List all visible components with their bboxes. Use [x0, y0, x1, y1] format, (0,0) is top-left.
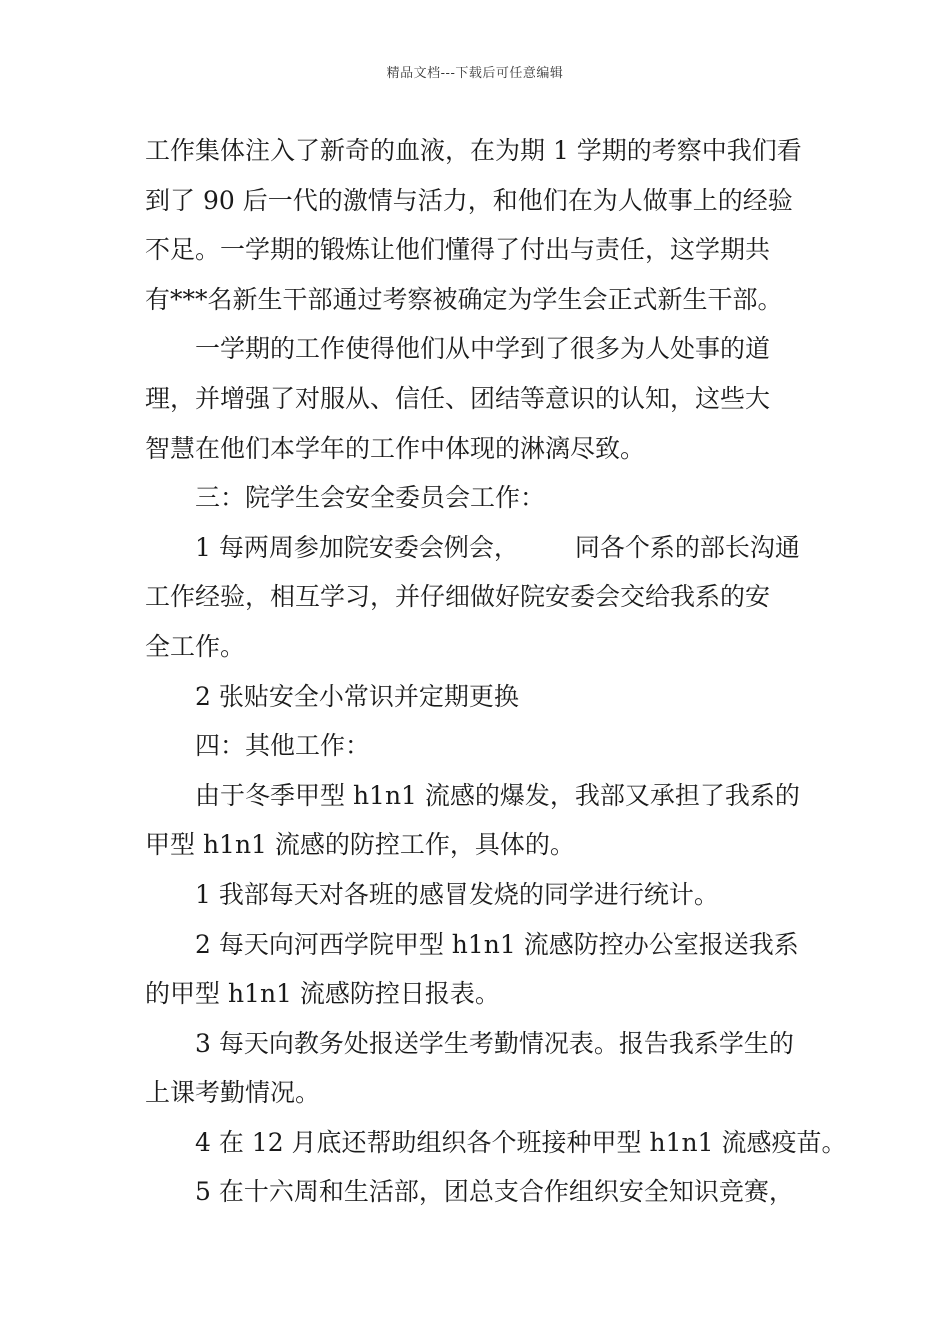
text-line-content: 3 每天向教务处报送学生考勤情况表。报告我系学生的 — [195, 1028, 794, 1058]
text-line — [145, 324, 810, 374]
text-line-content: 2 张贴安全小常识并定期更换 — [195, 681, 519, 711]
text-line — [145, 126, 810, 176]
text-line — [145, 424, 810, 474]
text-line — [145, 920, 810, 970]
text-line-content: 工作集体注入了新奇的血液，在为期 1 学期的考察中我们看 — [145, 136, 802, 165]
text-line — [145, 176, 810, 226]
text-line-content: 全工作。 — [145, 631, 246, 661]
text-line-content: 由于冬季甲型 h1n1 流感的爆发，我部又承担了我系的 — [195, 780, 800, 810]
text-line-content: 的甲型 h1n1 流感防控日报表。 — [145, 979, 500, 1009]
text-line — [145, 1118, 847, 1168]
text-line — [145, 523, 810, 573]
text-line — [145, 225, 810, 275]
text-line — [145, 969, 810, 1019]
text-line-content: 上课考勤情况。 — [145, 1078, 321, 1108]
text-line-content-continued: 同各个系的部长沟通 — [574, 532, 800, 562]
text-line — [145, 622, 810, 672]
text-line-content: 有***名新生干部通过考察被确定为学生会正式新生干部。 — [145, 284, 783, 314]
text-line-content: 工作经验，相互学习，并仔细做好院安委会交给我系的安 — [145, 582, 771, 612]
text-line-content: 不足。一学期的锻炼让他们懂得了付出与责任，这学期共 — [145, 235, 771, 265]
text-line — [145, 771, 810, 821]
text-line-content: 4 在 12 月底还帮助组织各个班接种甲型 h1n1 流感疫苗。 — [195, 1127, 847, 1157]
text-line-content: 甲型 h1n1 流感的防控工作，具体的。 — [145, 830, 575, 860]
text-line — [145, 1019, 810, 1069]
document-body — [145, 126, 847, 1217]
text-line — [145, 820, 810, 870]
text-line-content: 1 每两周参加院安委会例会， — [195, 532, 519, 562]
page-header: 精品文档---下载后可任意编辑 — [386, 66, 564, 81]
text-line-content: 1 我部每天对各班的感冒发烧的同学进行统计。 — [195, 879, 719, 909]
text-line-content: 5 在十六周和生活部，团总支合作组织安全知识竞赛， — [195, 1177, 794, 1207]
text-line — [145, 672, 810, 722]
text-line-content: 2 每天向河西学院甲型 h1n1 流感防控办公室报送我系 — [195, 929, 799, 959]
text-line-content: 理，并增强了对服从、信任、团结等意识的认知，这些大 — [145, 383, 771, 413]
text-line — [145, 721, 810, 771]
text-line — [145, 275, 810, 325]
text-line-content: 智慧在他们本学年的工作中体现的淋漓尽致。 — [145, 433, 646, 463]
text-line — [145, 374, 810, 424]
text-line-content: 四：其他工作： — [195, 731, 371, 761]
text-line — [145, 1068, 810, 1118]
text-line — [145, 870, 810, 920]
text-line — [145, 572, 810, 622]
text-line — [145, 1167, 810, 1217]
text-line-content: 到了 90 后一代的激情与活力，和他们在为人做事上的经验 — [145, 185, 793, 215]
text-line — [145, 473, 810, 523]
text-line-content: 三：院学生会安全委员会工作： — [195, 483, 546, 513]
text-line-content: 一学期的工作使得他们从中学到了很多为人处事的道 — [195, 334, 771, 364]
